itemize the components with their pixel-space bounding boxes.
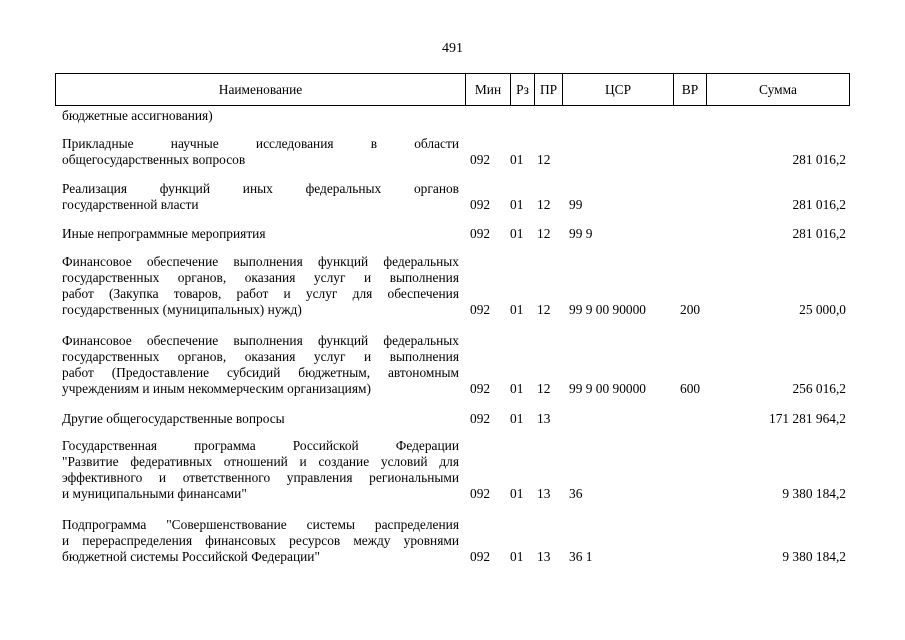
row-rz: 01 bbox=[510, 381, 524, 396]
row-name-line: Реализация функций иных федеральных органов bbox=[62, 181, 459, 196]
row-min: 092 bbox=[470, 152, 491, 167]
row-name bbox=[62, 517, 459, 565]
row-pr: 12 bbox=[537, 226, 551, 241]
row-name-line: работ (Предоставление субсидий бюджетным, автономным bbox=[62, 365, 459, 380]
row-rz: 01 bbox=[510, 411, 524, 426]
row-sum: 256 016,2 bbox=[792, 381, 846, 396]
row-name bbox=[62, 438, 459, 502]
row-name-line: работ (Закупка товаров, работ и услуг для обеспечения bbox=[62, 286, 459, 301]
row-pr: 12 bbox=[537, 197, 551, 212]
row-pr: 12 bbox=[537, 381, 551, 396]
row-min: 092 bbox=[470, 197, 491, 212]
row-sum: 9 380 184,2 bbox=[782, 486, 846, 501]
row-sum: 9 380 184,2 bbox=[782, 549, 846, 564]
row-name-line: эффективного и ответственного управления региональными bbox=[62, 470, 459, 485]
row-name-line: Иные непрограммные мероприятия bbox=[62, 226, 266, 241]
row-csr: 36 bbox=[569, 486, 583, 501]
row-min: 092 bbox=[470, 302, 491, 317]
row-sum: 281 016,2 bbox=[792, 226, 846, 241]
row-rz: 01 bbox=[510, 486, 524, 501]
row-pr: 12 bbox=[537, 302, 551, 317]
row-rz: 01 bbox=[510, 549, 524, 564]
header-name: Наименование bbox=[218, 82, 303, 97]
page-number: 491 bbox=[442, 41, 463, 56]
row-name-line: "Развитие федеративных отношений и создание условий для bbox=[62, 454, 459, 469]
row-sum: 25 000,0 bbox=[799, 302, 846, 317]
row-csr: 99 9 bbox=[569, 226, 593, 241]
row-csr: 99 9 00 90000 bbox=[569, 302, 646, 317]
row-name-line: государственной власти bbox=[62, 197, 199, 212]
row-name-line: государственных органов, оказания услуг и выполнения bbox=[62, 270, 459, 285]
row-rz: 01 bbox=[510, 152, 524, 167]
header-sum: Сумма bbox=[706, 74, 849, 105]
row-name bbox=[62, 254, 459, 318]
row-name-line: общегосударственных вопросов bbox=[62, 152, 246, 167]
row-min: 092 bbox=[470, 411, 491, 426]
row-csr: 99 bbox=[569, 197, 583, 212]
row-pr: 12 bbox=[537, 152, 551, 167]
row-name bbox=[62, 226, 459, 242]
row-name-line: государственных органов, оказания услуг и выполнения bbox=[62, 349, 459, 364]
row-min: 092 bbox=[470, 381, 491, 396]
row-rz: 01 bbox=[510, 226, 524, 241]
row-name bbox=[62, 333, 459, 397]
row-name bbox=[62, 108, 459, 124]
header-vr: ВР bbox=[673, 74, 706, 105]
row-name-line: государственных (муниципальных) нужд) bbox=[62, 302, 302, 317]
row-rz: 01 bbox=[510, 302, 524, 317]
row-name-line: и муниципальными финансами" bbox=[62, 486, 247, 501]
row-pr: 13 bbox=[537, 549, 551, 564]
row-name-line: Финансовое обеспечение выполнения функций федеральных bbox=[62, 333, 459, 348]
row-name-line: Государственная программа Российской Федерации bbox=[62, 438, 459, 453]
row-min: 092 bbox=[470, 486, 491, 501]
row-name bbox=[62, 411, 459, 427]
row-name-line: Прикладные научные исследования в области bbox=[62, 136, 459, 151]
row-min: 092 bbox=[470, 226, 491, 241]
row-sum: 281 016,2 bbox=[792, 197, 846, 212]
row-csr: 36 1 bbox=[569, 549, 593, 564]
row-min: 092 bbox=[470, 549, 491, 564]
row-name bbox=[62, 181, 459, 213]
row-sum: 171 281 964,2 bbox=[769, 411, 846, 426]
row-vr: 600 bbox=[680, 381, 701, 396]
row-name-line: Финансовое обеспечение выполнения функций федеральных bbox=[62, 254, 459, 269]
row-csr: 99 9 00 90000 bbox=[569, 381, 646, 396]
header-csr: ЦСР bbox=[562, 74, 673, 105]
row-pr: 13 bbox=[537, 486, 551, 501]
row-name-line: и перераспределения финансовых ресурсов между уровнями bbox=[62, 533, 459, 548]
row-name-line: бюджетные ассигнования) bbox=[62, 108, 213, 123]
header-min: Мин bbox=[465, 74, 510, 105]
header-rz: Рз bbox=[510, 74, 534, 105]
row-name bbox=[62, 136, 459, 168]
row-sum: 281 016,2 bbox=[792, 152, 846, 167]
row-vr: 200 bbox=[680, 302, 701, 317]
row-pr: 13 bbox=[537, 411, 551, 426]
header-pr: ПР bbox=[534, 74, 562, 105]
row-name-line: учреждениям и иным некоммерческим организациям) bbox=[62, 381, 371, 396]
row-name-line: бюджетной системы Российской Федерации" bbox=[62, 549, 320, 564]
row-name-line: Подпрограмма "Совершенствование системы распределения bbox=[62, 517, 459, 532]
table-header bbox=[55, 73, 850, 106]
row-name-line: Другие общегосударственные вопросы bbox=[62, 411, 285, 426]
row-rz: 01 bbox=[510, 197, 524, 212]
